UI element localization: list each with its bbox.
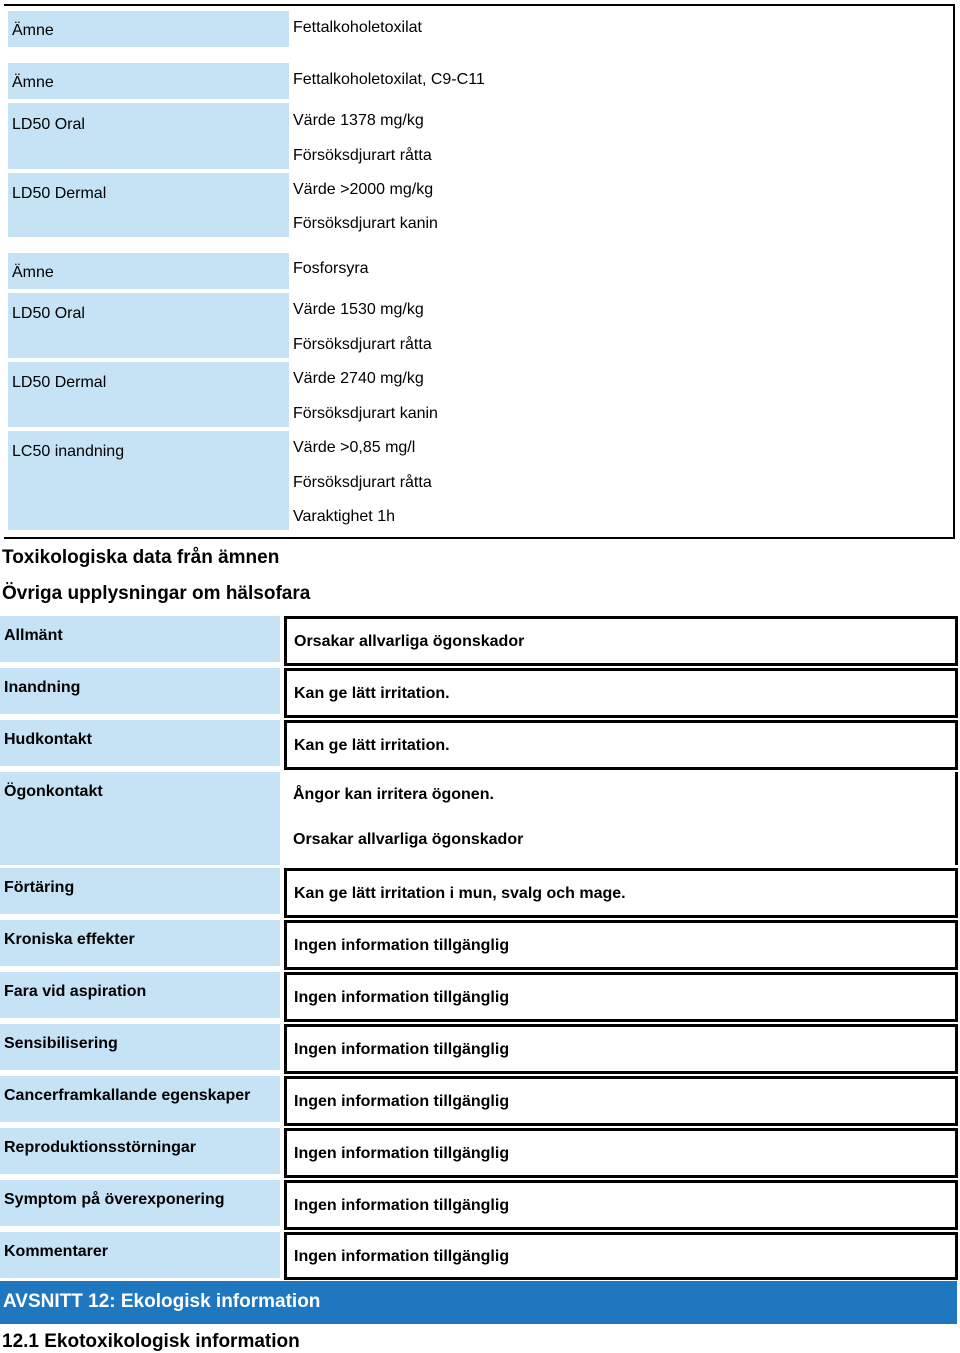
health-value: Ingen information tillgänglig	[294, 1093, 510, 1110]
substance-label: Ämne	[12, 264, 54, 281]
ld50-dermal-label-cell	[8, 362, 289, 427]
ld50-dermal-value: Värde 2740 mg/kg	[293, 370, 424, 387]
health-value: Kan ge lätt irritation.	[294, 685, 450, 702]
health-label-sensitization: Sensibilisering	[0, 1024, 280, 1070]
health-value: Kan ge lätt irritation i mun, svalg och mage.	[294, 885, 626, 902]
health-value-box	[284, 720, 958, 770]
section-12-banner	[0, 1281, 957, 1324]
health-value-box	[284, 1180, 958, 1230]
section-12-title: AVSNITT 12: Ekologisk information	[3, 1291, 321, 1312]
health-value-box	[284, 1024, 958, 1074]
ld50-dermal-label: LD50 Dermal	[12, 374, 107, 391]
ld50-oral-species: Försöksdjurart råtta	[293, 336, 432, 353]
substance-name: Fettalkoholetoxilat, C9-C11	[293, 71, 485, 88]
substance-name: Fosforsyra	[293, 260, 369, 277]
lc50-inhalation-value: Värde >0,85 mg/l	[293, 439, 416, 456]
ld50-oral-label-cell	[8, 103, 289, 169]
ld50-oral-value: Värde 1530 mg/kg	[293, 301, 424, 318]
health-label-general: Allmänt	[0, 616, 280, 662]
ld50-dermal-label-cell	[8, 173, 289, 237]
substance-label: Ämne	[12, 74, 54, 91]
health-value: Kan ge lätt irritation.	[294, 737, 450, 754]
ld50-dermal-species: Försöksdjurart kanin	[293, 405, 438, 422]
health-value-box	[284, 1128, 958, 1178]
subsection-12-1-heading: 12.1 Ekotoxikologisk information	[2, 1331, 300, 1352]
tox-data-heading: Toxikologiska data från ämnen	[2, 547, 280, 568]
health-value-box	[284, 1076, 958, 1126]
health-value-box	[284, 972, 958, 1022]
substance-label-cell	[8, 253, 289, 289]
health-label-skin: Hudkontakt	[0, 720, 280, 766]
lc50-inhalation-duration: Varaktighet 1h	[293, 508, 395, 525]
ld50-oral-label: LD50 Oral	[12, 116, 85, 133]
health-value: Ingen information tillgänglig	[294, 1041, 510, 1058]
ld50-dermal-value: Värde >2000 mg/kg	[293, 181, 434, 198]
health-label-chronic: Kroniska effekter	[0, 920, 280, 966]
health-label-carcinogenic: Cancerframkallande egenskaper	[0, 1076, 280, 1122]
health-label-inhalation: Inandning	[0, 668, 280, 714]
health-label-overexposure: Symptom på överexponering	[0, 1180, 280, 1226]
health-value-box	[284, 1232, 958, 1280]
health-value: Ångor kan irritera ögonen.	[293, 786, 494, 803]
health-value: Orsakar allvarliga ögonskador	[294, 633, 525, 650]
ld50-oral-label: LD50 Oral	[12, 305, 85, 322]
health-label-comments: Kommentarer	[0, 1232, 280, 1278]
substance-label: Ämne	[12, 22, 54, 39]
lc50-inhalation-species: Försöksdjurart råtta	[293, 474, 432, 491]
health-value: Ingen information tillgänglig	[294, 989, 510, 1006]
health-value-box	[284, 668, 958, 718]
health-value: Ingen information tillgänglig	[294, 1145, 510, 1162]
health-label-ingestion: Förtäring	[0, 868, 280, 914]
health-label-reproductive: Reproduktionsstörningar	[0, 1128, 280, 1174]
health-label-aspiration: Fara vid aspiration	[0, 972, 280, 1018]
ld50-dermal-species: Försöksdjurart kanin	[293, 215, 438, 232]
ld50-oral-label-cell	[8, 293, 289, 358]
health-value: Ingen information tillgänglig	[294, 937, 510, 954]
substance-label-cell	[8, 11, 289, 47]
ld50-oral-species: Försöksdjurart råtta	[293, 147, 432, 164]
substance-name: Fettalkoholetoxilat	[293, 19, 422, 36]
health-value-box	[284, 868, 958, 918]
health-value: Orsakar allvarliga ögonskador	[293, 831, 524, 848]
health-value-box	[284, 616, 958, 666]
substance-label-cell	[8, 63, 289, 99]
ld50-oral-value: Värde 1378 mg/kg	[293, 112, 424, 129]
health-heading: Övriga upplysningar om hälsofara	[2, 583, 311, 604]
health-value-box	[284, 920, 958, 970]
health-label-eye: Ögonkontakt	[0, 772, 280, 865]
lc50-inhalation-label: LC50 inandning	[12, 443, 125, 460]
health-value: Ingen information tillgänglig	[294, 1248, 510, 1265]
health-value: Ingen information tillgänglig	[294, 1197, 510, 1214]
ld50-dermal-label: LD50 Dermal	[12, 185, 107, 202]
health-value-box	[284, 772, 958, 865]
lc50-inhalation-label-cell	[8, 431, 289, 530]
